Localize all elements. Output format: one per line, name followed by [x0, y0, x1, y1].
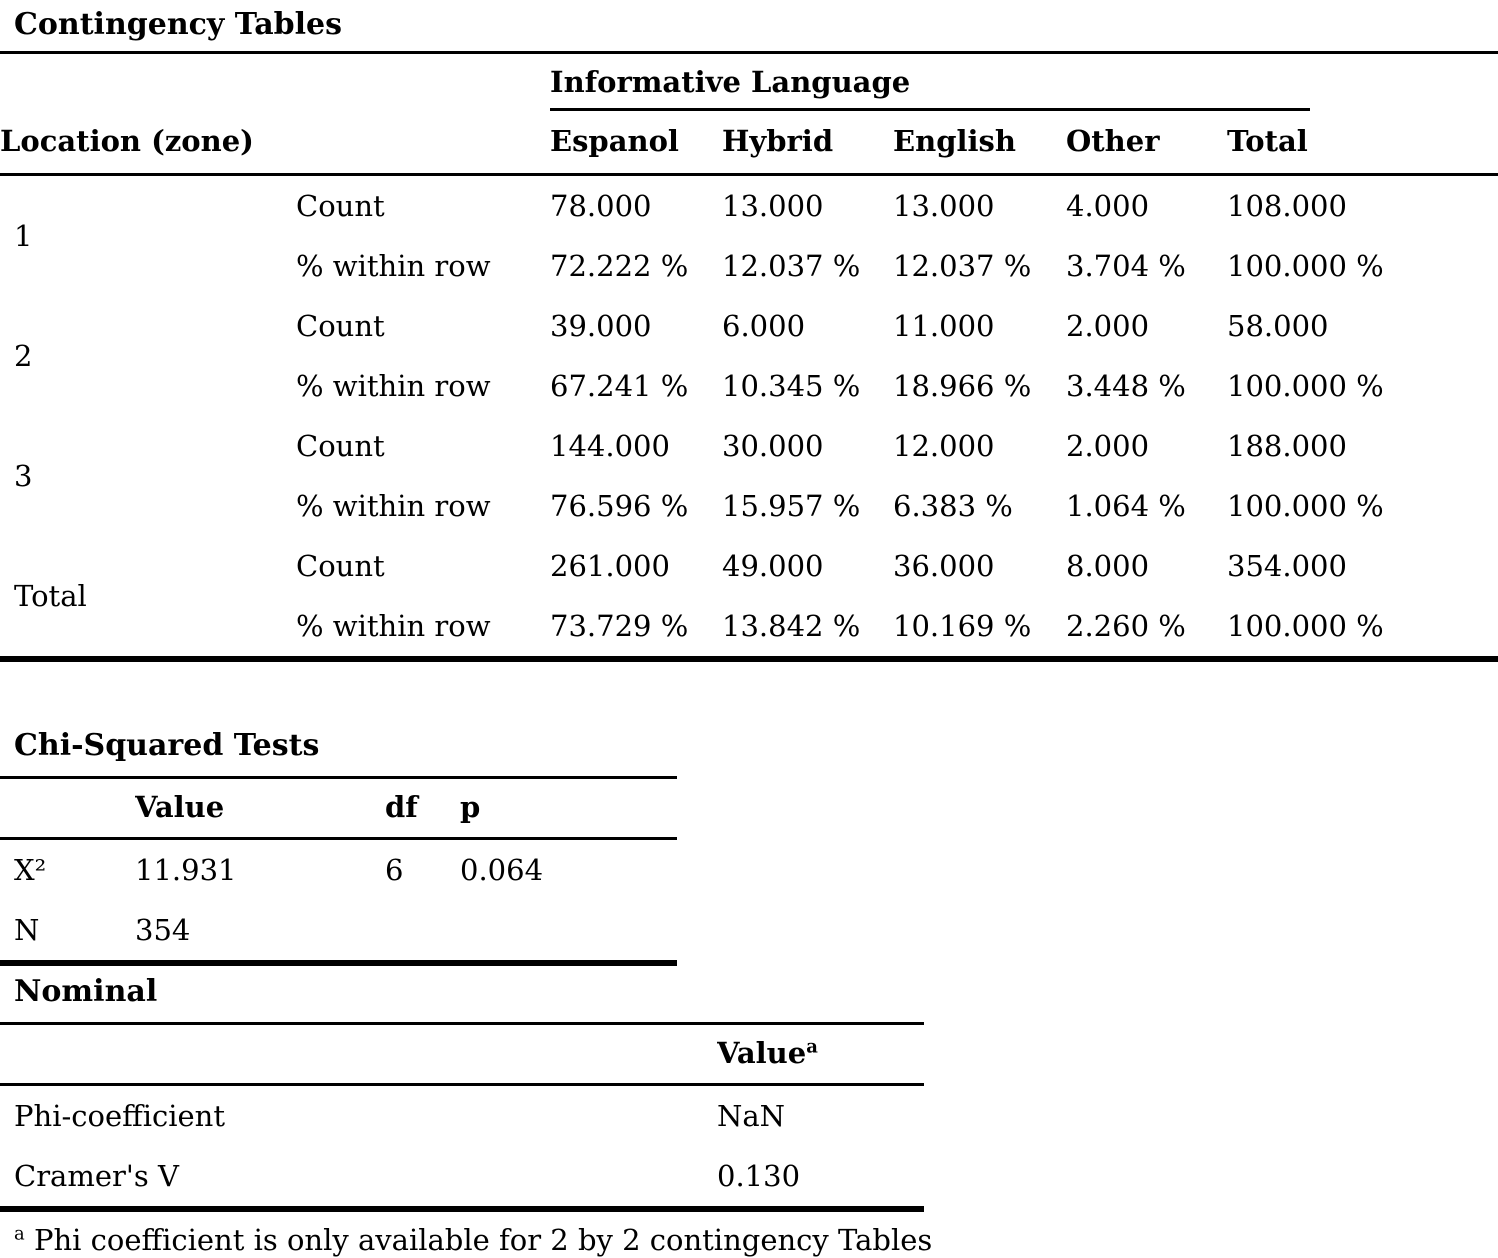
zone-label-total: Total — [14, 579, 87, 613]
row-label-phi-coefficient: Phi-coefficient — [14, 1099, 226, 1133]
chi-squared-table — [0, 776, 677, 966]
data-cell: 0.130 — [717, 1159, 801, 1193]
spanner-spacer — [0, 53, 550, 112]
stat-label-percent: % within row — [296, 249, 491, 283]
data-cell: 12.000 — [893, 429, 995, 463]
data-cell: 2.000 — [1066, 309, 1150, 343]
value-header-superscript: a — [806, 1036, 818, 1058]
stat-label-percent: % within row — [296, 609, 491, 643]
table-row-n — [0, 900, 677, 963]
chi-squared-tests-title: Chi-Squared Tests — [14, 728, 320, 763]
data-cell: 73.729 % — [550, 609, 689, 643]
row-label-cramers-v: Cramer's V — [14, 1159, 179, 1193]
column-header-total: Total — [1227, 111, 1498, 175]
data-cell: 6 — [385, 853, 404, 887]
data-cell: 12.037 % — [893, 249, 1032, 283]
table-row-cramers-v — [0, 1146, 924, 1209]
data-cell: 0.064 — [460, 853, 544, 887]
data-cell: 4.000 — [1066, 189, 1150, 223]
data-cell: 100.000 % — [1227, 489, 1384, 523]
table-row-chi-square — [0, 839, 677, 901]
data-cell: 76.596 % — [550, 489, 689, 523]
data-cell: 2.260 % — [1066, 609, 1186, 643]
table-row-count — [0, 175, 1498, 237]
data-cell: 6.383 % — [893, 489, 1013, 523]
data-cell: 13.000 — [722, 189, 824, 223]
column-header-espanol: Espanol — [550, 111, 722, 175]
column-header-blank — [0, 778, 135, 839]
zone-label: 3 — [14, 459, 33, 493]
stat-label-count: Count — [296, 309, 385, 343]
footnote-superscript: a — [14, 1223, 25, 1245]
table-row-phi-coefficient — [0, 1085, 924, 1147]
footnote-phi-coefficient — [0, 1222, 1498, 1258]
data-cell: NaN — [717, 1099, 786, 1133]
data-cell: 18.966 % — [893, 369, 1032, 403]
zone-label: 1 — [14, 219, 33, 253]
contingency-header-row — [0, 111, 1498, 175]
data-cell: 100.000 % — [1227, 249, 1384, 283]
contingency-tables-title: Contingency Tables — [14, 7, 343, 42]
data-cell: 10.169 % — [893, 609, 1032, 643]
stat-label-count: Count — [296, 189, 385, 223]
stat-label-percent: % within row — [296, 369, 491, 403]
data-cell: 67.241 % — [550, 369, 689, 403]
value-header-text: Value — [717, 1036, 807, 1070]
data-cell: 49.000 — [722, 549, 824, 583]
data-cell: 12.037 % — [722, 249, 861, 283]
column-header-value: Value — [135, 778, 385, 839]
data-cell: 39.000 — [550, 309, 652, 343]
data-cell: 144.000 — [550, 429, 670, 463]
data-cell: 13.842 % — [722, 609, 861, 643]
data-cell — [385, 900, 460, 963]
column-header-other: Other — [1066, 111, 1227, 175]
data-cell: 11.000 — [893, 309, 995, 343]
stat-label-count: Count — [296, 429, 385, 463]
column-header-english: English — [893, 111, 1066, 175]
data-cell: 354.000 — [1227, 549, 1347, 583]
spanner-cell — [550, 53, 1498, 112]
data-cell: 15.957 % — [722, 489, 861, 523]
data-cell: 188.000 — [1227, 429, 1347, 463]
stat-label-percent: % within row — [296, 489, 491, 523]
nominal-title: Nominal — [14, 974, 158, 1009]
footnote-text: Phi coefficient is only available for 2 by 2 contingency Tables — [33, 1223, 933, 1257]
data-cell: 100.000 % — [1227, 369, 1384, 403]
row-label-chi-square: X² — [14, 853, 47, 887]
data-cell: 58.000 — [1227, 309, 1329, 343]
data-cell: 11.931 — [135, 853, 237, 887]
column-header-blank — [0, 1024, 717, 1085]
zone-label: 2 — [14, 339, 33, 373]
data-cell: 354 — [135, 913, 191, 947]
column-header-p: p — [460, 778, 677, 839]
data-cell: 6.000 — [722, 309, 806, 343]
row-label-n: N — [14, 913, 40, 947]
data-cell: 261.000 — [550, 549, 670, 583]
data-cell: 13.000 — [893, 189, 995, 223]
data-cell: 1.064 % — [1066, 489, 1186, 523]
stat-label-count: Count — [296, 549, 385, 583]
column-header-location-zone: Location (zone) — [0, 111, 296, 175]
nominal-table — [0, 1022, 924, 1212]
data-cell: 8.000 — [1066, 549, 1150, 583]
nominal-header-row — [0, 1024, 924, 1085]
chi-squared-header-row — [0, 778, 677, 839]
spanner-row — [0, 53, 1498, 112]
data-cell: 72.222 % — [550, 249, 689, 283]
data-cell: 108.000 — [1227, 189, 1347, 223]
data-cell: 36.000 — [893, 549, 995, 583]
data-cell: 30.000 — [722, 429, 824, 463]
contingency-table — [0, 51, 1498, 662]
table-row-count — [0, 416, 1498, 476]
data-cell: 3.704 % — [1066, 249, 1186, 283]
data-cell: 3.448 % — [1066, 369, 1186, 403]
table-row-count — [0, 536, 1498, 596]
data-cell: 2.000 — [1066, 429, 1150, 463]
column-header-blank — [296, 111, 550, 175]
data-cell: 100.000 % — [1227, 609, 1384, 643]
column-header-hybrid: Hybrid — [722, 111, 893, 175]
data-cell: 10.345 % — [722, 369, 861, 403]
data-cell — [460, 900, 677, 963]
informative-language-spanner: Informative Language — [550, 54, 1310, 111]
data-cell: 78.000 — [550, 189, 652, 223]
column-header-value-footnoted — [717, 1024, 924, 1085]
table-row-count — [0, 296, 1498, 356]
column-header-df: df — [385, 778, 460, 839]
